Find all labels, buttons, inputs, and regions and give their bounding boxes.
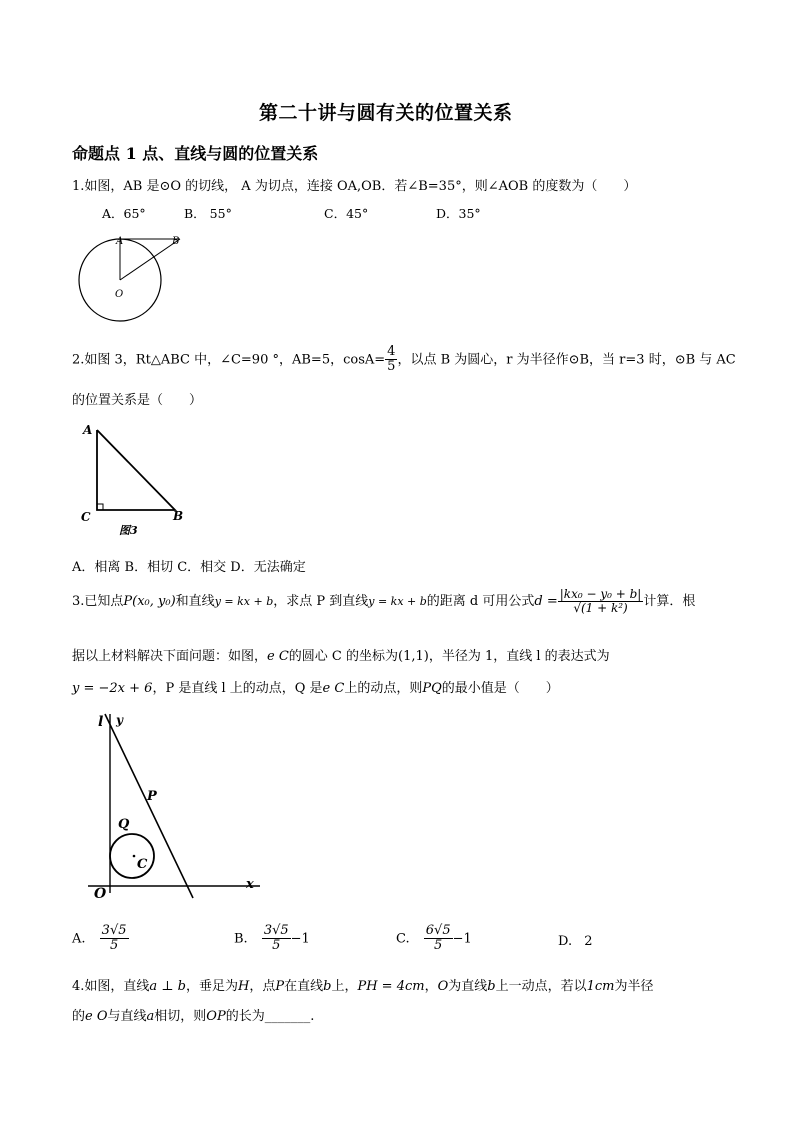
q3-option-b (234, 924, 310, 954)
q3-l1-d: 的距离 d 可用公式 (426, 594, 535, 610)
q1-option-d: D．35° (436, 206, 481, 221)
q3-l2-b: 的圆心 C 的坐标为 (288, 649, 399, 664)
q3-l1-c: ，求点 P 到直线 (273, 594, 369, 610)
q3-label-x: x (246, 877, 254, 892)
q4-circle-o: e O (85, 1009, 108, 1024)
q4-b-2: b (487, 979, 496, 994)
q4-l1-e: 上， (331, 979, 358, 994)
q4-line2 (72, 1005, 314, 1024)
q1-label-o: O (115, 289, 124, 300)
q1-option-b: B． 55° (184, 206, 232, 221)
q3-circle (110, 834, 154, 878)
q4-l1-a: 4.如图，直线 (72, 979, 150, 994)
q4-l1-b: ，垂足为 (185, 979, 238, 994)
q3-label-q: Q (118, 817, 130, 832)
q3-option-c-den: 5 (434, 938, 443, 954)
q3-option-b-letter: B. (234, 931, 248, 947)
q4-l1-h: 上一动点，若以 (495, 979, 587, 994)
q2-frac-num: 4 (387, 344, 396, 359)
q2-options: A．相离 B．相切 C．相交 D．无法确定 (72, 560, 306, 575)
q3-line-eq: y = kx + b (214, 595, 274, 609)
q3-circle-c: e C (267, 649, 289, 664)
q1-label-b: B (172, 236, 180, 247)
q3-line3 (72, 677, 559, 696)
q4-l2-d: 的长为_______. (225, 1009, 315, 1024)
q2-label-b: B (173, 509, 184, 523)
q3-frac-den: √(1 + k²) (573, 601, 628, 616)
q2-line2: 的位置关系是（ ） (72, 393, 203, 408)
q4-radius: 1cm (586, 979, 615, 994)
q3-line2 (72, 645, 610, 664)
q3-label-o: O (94, 886, 107, 902)
q2-text-pre: 2.如图 3，Rt△ABC 中，∠C=90 °，AB=5，cosA= (72, 352, 386, 368)
q2-figure (75, 418, 195, 537)
q2-frac-den: 5 (387, 359, 396, 375)
q3-distance-fraction (558, 588, 644, 615)
q1-label-a: A (116, 236, 124, 247)
q3-option-c-suffix: −1 (452, 931, 472, 947)
q4-l2-b: 与直线 (107, 1009, 147, 1024)
q4-l1-f: ， (424, 979, 438, 994)
q2-line1 (72, 345, 736, 375)
q3-line1 (72, 588, 695, 615)
q2-fraction (385, 345, 397, 375)
q4-l1-d: 在直线 (284, 979, 324, 994)
q4-b: b (323, 979, 332, 994)
q3-option-c-letter: C. (396, 931, 410, 947)
q3-option-a-den: 5 (109, 938, 119, 954)
section-heading: 命题点 1 点、直线与圆的位置关系 (72, 144, 319, 163)
q1-segment-ob (120, 239, 180, 280)
q4-l1-c: ，点 (249, 979, 276, 994)
q4-ph: PH = 4cm (357, 979, 425, 994)
q3-option-d-value: 2 (584, 934, 593, 949)
q1-option-a: A．65° (102, 206, 146, 221)
q3-option-a (72, 924, 129, 954)
q4-l2-c: 相切，则 (154, 1009, 207, 1024)
q3-label-c: C (137, 857, 148, 872)
q3-l1-b: 和直线 (175, 594, 215, 610)
q1-option-c: C．45° (324, 206, 369, 221)
q1-text: 1.如图，AB 是⊙O 的切线， A 为切点，连接 OA,OB．若∠B=35°，则∠AOB 的度数为（ ） (72, 179, 637, 194)
q2-label-a: A (83, 423, 93, 437)
q3-line-l-eq: y = −2x + 6 (72, 681, 153, 696)
q3-option-d (558, 934, 593, 949)
q3-option-c-num: 6√5 (425, 923, 451, 938)
q1-figure (70, 230, 200, 335)
q3-option-b-frac (262, 924, 291, 954)
q4-op: OP (206, 1009, 226, 1024)
q4-l1-g: 为直线 (448, 979, 488, 994)
q4-l2-a: 的 (72, 1009, 86, 1024)
q3-pq: PQ (422, 681, 442, 696)
q3-l3-c: 的最小值是（ ） (441, 681, 559, 696)
q3-center-dot (133, 855, 136, 858)
q3-option-b-num: 3√5 (263, 923, 289, 938)
q2-triangle (97, 430, 175, 510)
q3-label-y: y (116, 713, 123, 727)
q3-l1-e: 计算．根 (643, 594, 696, 610)
q3-option-c-frac (424, 924, 453, 954)
page-title: 第二十讲与圆有关的位置关系 (259, 102, 513, 124)
q3-option-d-letter: D. (558, 934, 573, 949)
q4-l1-i: 为半径 (614, 979, 654, 994)
q3-option-b-den: 5 (272, 938, 281, 954)
q4-a: a (146, 1009, 155, 1024)
q4-o: O (437, 979, 449, 994)
q4-h: H (237, 979, 250, 994)
q2-label-c: C (81, 510, 91, 524)
q3-coord: (1,1) (398, 649, 429, 664)
q2-caption: 图3 (119, 524, 138, 537)
q3-circle-c-2: e C (322, 681, 345, 696)
q3-option-a-letter: A. (72, 931, 86, 947)
q3-option-a-frac (100, 924, 129, 954)
q3-l2-c: ，半径为 1，直线 l 的表达式为 (428, 649, 610, 664)
q3-l1-a: 3.已知点 (72, 594, 124, 610)
q4-p: P (275, 979, 285, 994)
q3-line-eq-2: y = kx + b (368, 595, 427, 609)
q3-frac-num: |kx₀ − y₀ + b| (559, 587, 642, 601)
q3-figure (80, 708, 270, 908)
q3-option-a-num: 3√5 (101, 923, 127, 938)
q3-l2-a: 据以上材料解决下面问题：如图， (72, 649, 268, 664)
q3-l3-b: 上的动点，则 (344, 681, 423, 696)
q4-perp: a ⊥ b (149, 979, 186, 994)
q3-option-c (396, 924, 472, 954)
q3-l3-a: ，P 是直线 l 上的动点，Q 是 (152, 681, 323, 696)
q3-d-eq: d = (534, 594, 558, 610)
q3-label-p: P (147, 789, 157, 804)
q3-label-l: l (98, 714, 104, 730)
q4-line1 (72, 975, 654, 994)
q3-option-b-suffix: −1 (290, 931, 310, 947)
q2-text-post: ，以点 B 为圆心，r 为半径作⊙B，当 r=3 时，⊙B 与 AC (397, 352, 736, 368)
q3-point-p: P(x₀, y₀) (123, 594, 176, 610)
